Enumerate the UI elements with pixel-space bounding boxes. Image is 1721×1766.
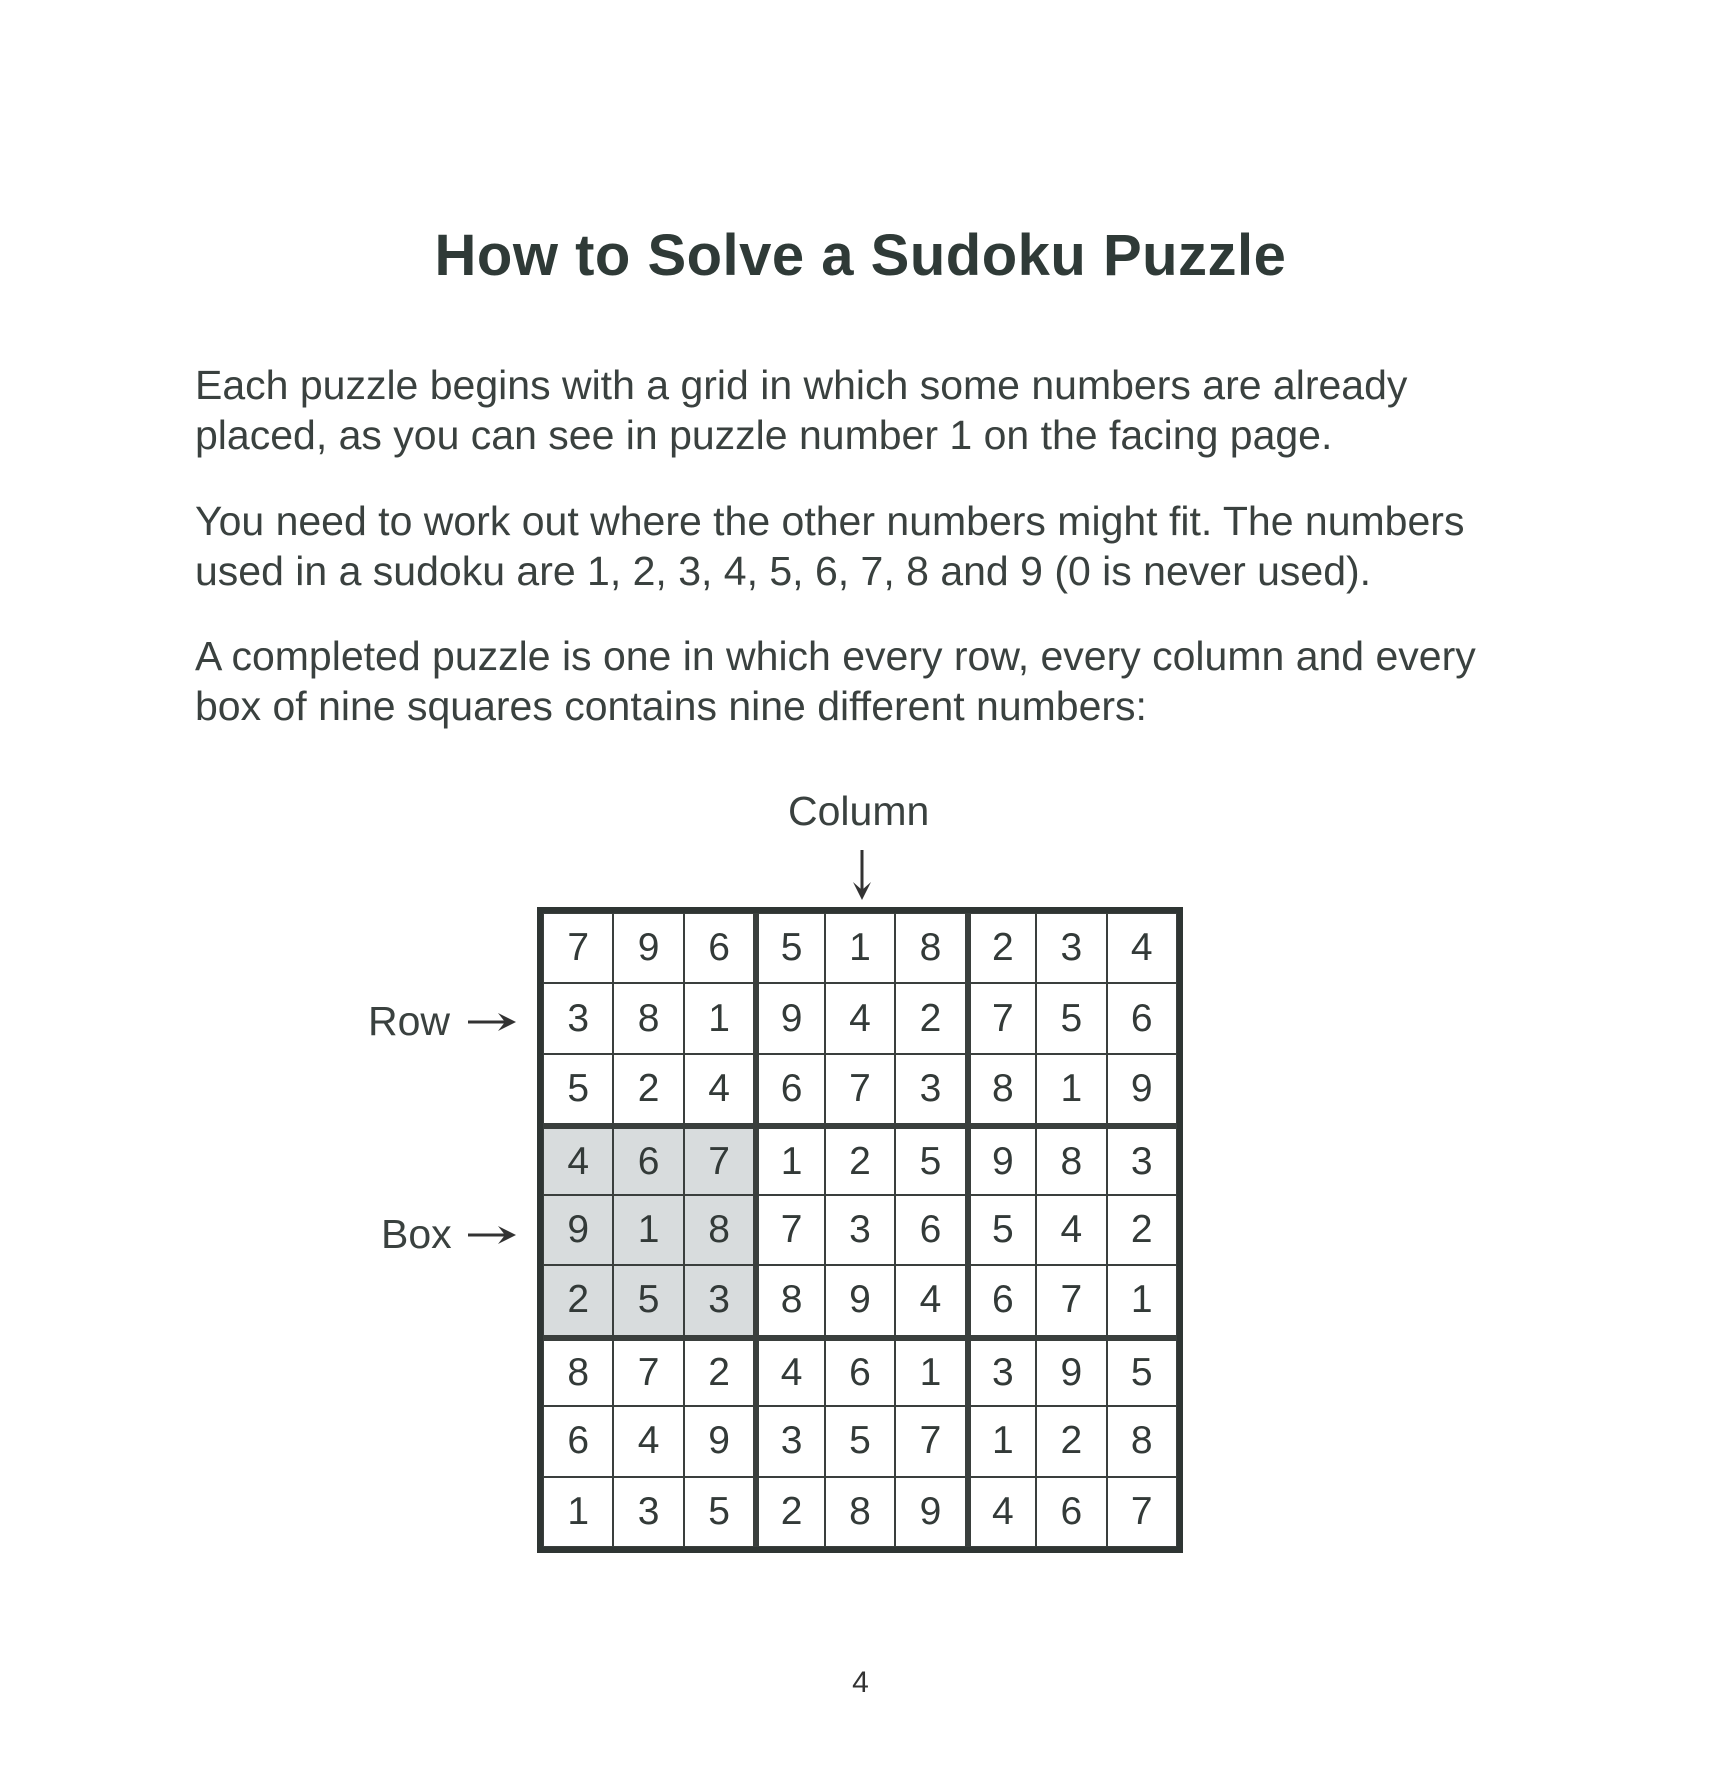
grid-cell: 9	[895, 1477, 965, 1547]
grid-cell: 1	[825, 913, 895, 983]
grid-cell: 6	[543, 1406, 613, 1476]
grid-cell: 3	[543, 983, 613, 1053]
grid-cell: 1	[613, 1195, 683, 1265]
grid-cell: 4	[825, 983, 895, 1053]
grid-cell: 1	[895, 1336, 965, 1406]
grid-cell: 5	[613, 1265, 683, 1335]
grid-cell: 2	[543, 1265, 613, 1335]
numbers-paragraph: You need to work out where the other numbers might fit. The numbers used in a sudoku are 1, 2, 3, 4, 5, 6, 7, 8 and 9 (0 is never used).	[195, 498, 1465, 594]
grid-cell: 8	[684, 1195, 754, 1265]
grid-cell: 7	[543, 913, 613, 983]
intro-paragraph: Each puzzle begins with a grid in which some numbers are already placed, as you can see in puzzle number 1 on the facing page.	[195, 362, 1408, 458]
page-title: How to Solve a Sudoku Puzzle	[434, 223, 1287, 288]
grid-cell: 7	[895, 1406, 965, 1476]
grid-cell: 9	[543, 1195, 613, 1265]
grid-cell: 2	[1107, 1195, 1177, 1265]
grid-cell: 7	[825, 1054, 895, 1124]
grid-cell: 1	[1107, 1265, 1177, 1335]
grid-cell: 3	[1107, 1124, 1177, 1194]
grid-cell: 3	[613, 1477, 683, 1547]
grid-cell: 9	[754, 983, 824, 1053]
grid-cell: 2	[1036, 1406, 1106, 1476]
grid-cell: 9	[684, 1406, 754, 1476]
grid-cell: 4	[613, 1406, 683, 1476]
grid-cell: 6	[1107, 983, 1177, 1053]
grid-cell: 5	[684, 1477, 754, 1547]
grid-cell: 8	[613, 983, 683, 1053]
grid-cell: 1	[684, 983, 754, 1053]
grid-cell: 1	[754, 1124, 824, 1194]
grid-cell: 8	[825, 1477, 895, 1547]
grid-cell: 9	[825, 1265, 895, 1335]
grid-cell: 9	[1107, 1054, 1177, 1124]
grid-cell: 7	[613, 1336, 683, 1406]
grid-cell: 5	[543, 1054, 613, 1124]
grid-cell: 8	[895, 913, 965, 983]
arrow-right-icon	[468, 1011, 518, 1033]
grid-cell: 8	[543, 1336, 613, 1406]
grid-cell: 9	[1036, 1336, 1106, 1406]
arrow-down-icon	[850, 850, 874, 902]
grid-cell: 7	[1107, 1477, 1177, 1547]
grid-cell: 2	[613, 1054, 683, 1124]
grid-cell: 4	[543, 1124, 613, 1194]
box-label: Box	[381, 1211, 452, 1257]
grid-cell: 6	[895, 1195, 965, 1265]
grid-cell: 2	[754, 1477, 824, 1547]
grid-cell: 2	[966, 913, 1036, 983]
completed-paragraph: A completed puzzle is one in which every row, every column and every box of nine squares contains nine different numbers:	[195, 633, 1476, 729]
grid-cell: 9	[613, 913, 683, 983]
grid-cell: 4	[1107, 913, 1177, 983]
grid-cell: 5	[1107, 1336, 1177, 1406]
grid-cell: 3	[966, 1336, 1036, 1406]
grid-cell: 1	[543, 1477, 613, 1547]
grid-cell: 5	[895, 1124, 965, 1194]
grid-cell: 6	[684, 913, 754, 983]
grid-cell: 2	[684, 1336, 754, 1406]
grid-cell: 7	[1036, 1265, 1106, 1335]
grid-cell: 4	[754, 1336, 824, 1406]
grid-cell: 2	[825, 1124, 895, 1194]
page-number: 4	[852, 1666, 869, 1699]
grid-cell: 1	[966, 1406, 1036, 1476]
row-label: Row	[368, 998, 451, 1044]
grid-cell: 8	[1107, 1406, 1177, 1476]
grid-cell: 4	[1036, 1195, 1106, 1265]
column-label: Column	[788, 788, 930, 834]
grid-cell: 4	[895, 1265, 965, 1335]
grid-cell: 3	[684, 1265, 754, 1335]
grid-cell: 5	[1036, 983, 1106, 1053]
grid-cell: 6	[754, 1054, 824, 1124]
grid-cell: 4	[966, 1477, 1036, 1547]
grid-cell: 3	[1036, 913, 1106, 983]
grid-cell: 6	[966, 1265, 1036, 1335]
sudoku-grid	[537, 907, 1183, 1553]
grid-cell: 3	[825, 1195, 895, 1265]
grid-cell: 8	[966, 1054, 1036, 1124]
grid-cell: 5	[754, 913, 824, 983]
grid-cell: 9	[966, 1124, 1036, 1194]
arrow-right-icon	[468, 1224, 518, 1246]
grid-cell: 8	[754, 1265, 824, 1335]
grid-cell: 7	[684, 1124, 754, 1194]
grid-cell: 4	[684, 1054, 754, 1124]
grid-cell: 8	[1036, 1124, 1106, 1194]
grid-cell: 3	[895, 1054, 965, 1124]
grid-cell: 2	[895, 983, 965, 1053]
grid-cell: 5	[966, 1195, 1036, 1265]
grid-cell: 3	[754, 1406, 824, 1476]
grid-cell: 6	[613, 1124, 683, 1194]
grid-cell: 7	[754, 1195, 824, 1265]
grid-cell: 7	[966, 983, 1036, 1053]
grid-cell: 1	[1036, 1054, 1106, 1124]
grid-cell: 5	[825, 1406, 895, 1476]
grid-cell: 6	[825, 1336, 895, 1406]
grid-cell: 6	[1036, 1477, 1106, 1547]
